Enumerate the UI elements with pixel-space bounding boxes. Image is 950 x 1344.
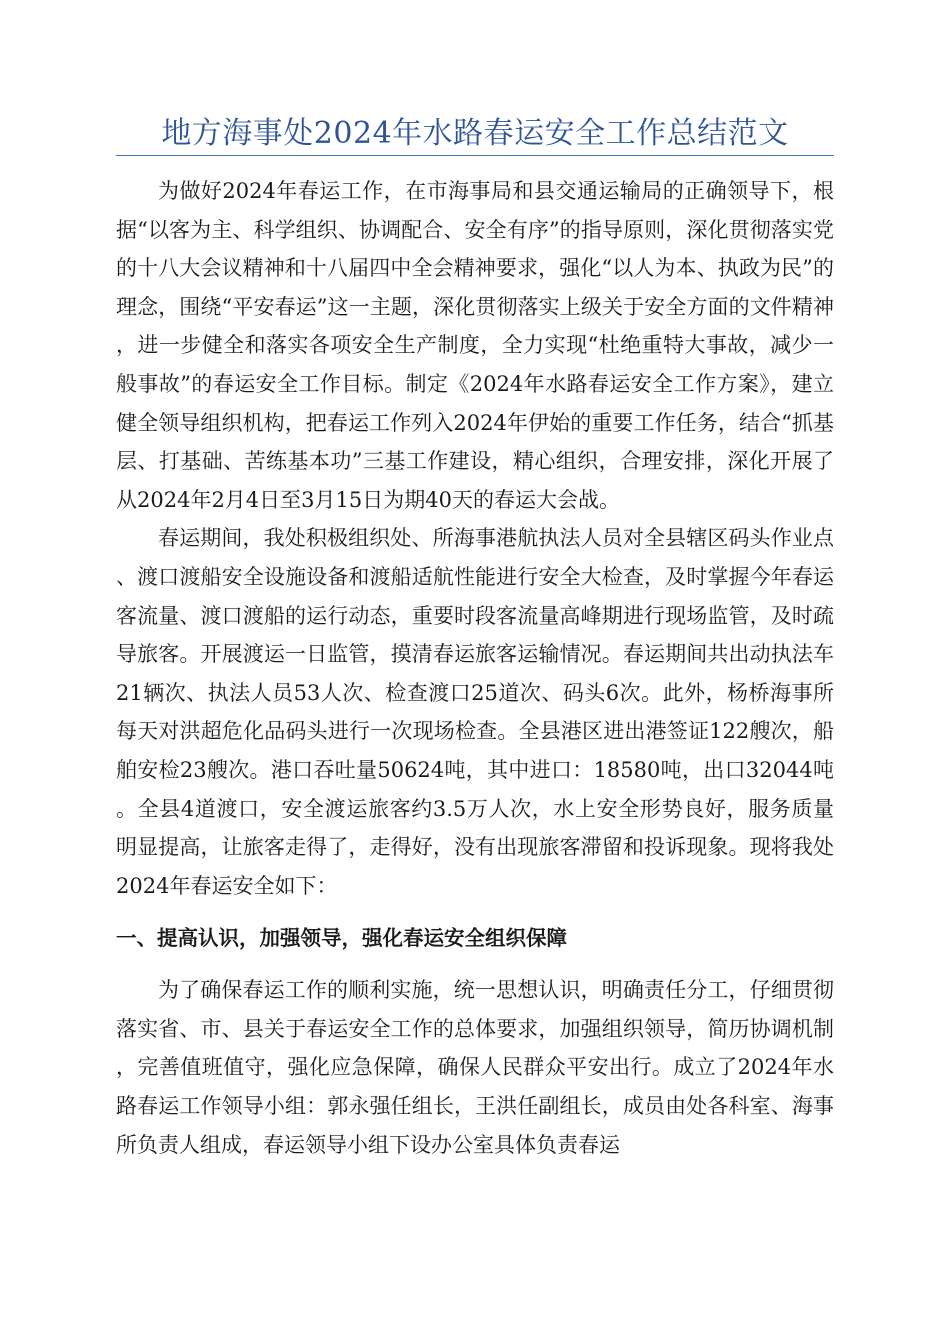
document-body	[116, 172, 834, 1164]
statistics-paragraph: 春运期间，我处积极组织处、所海事港航执法人员对全县辖区码头作业点、渡口渡船安全设施设备和渡船适航性能进行安全大检查，及时掌握今年春运客流量、渡口渡船的运行动态，重要时段客流量高峰期进行现场监管，及时疏导旅客。开展渡运一日监管，摸清春运旅客运输情况。春运期间共出动执法车21辆次、执法人员53人次、检查渡口25道次、码头6次。此外，杨桥海事所每天对洪超危化品码头进行一次现场检查。全县港区进出港签证122艘次，船舶安检23艘次。港口吞吐量50624吨，其中进口：18580吨，出口32044吨。全县4道渡口，安全渡运旅客约3.5万人次，水上安全形势良好，服务质量明显提高，让旅客走得了，走得好，没有出现旅客滞留和投诉现象。现将我处2024年春运安全如下：	[116, 526, 834, 898]
document-title: 地方海事处2024年水路春运安全工作总结范文	[161, 116, 789, 151]
section-heading: 一、提高认识，加强领导，强化春运安全组织保障	[116, 926, 567, 951]
section-paragraph: 为了确保春运工作的顺利实施，统一思想认识，明确责任分工，仔细贯彻落实省、市、县关于春运安全工作的总体要求，加强组织领导，简历协调机制，完善值班值守，强化应急保障，确保人民群众平安出行。成立了2024年水路春运工作领导小组：郭永强任组长，王洪任副组长，成员由处各科室、海事所负责人组成，春运领导小组下设办公室具体负责春运	[116, 978, 834, 1157]
intro-paragraph: 为做好2024年春运工作，在市海事局和县交通运输局的正确领导下，根据“以客为主、科学组织、协调配合、安全有序”的指导原则，深化贯彻落实党的十八大会议精神和十八届四中全会精神要求，强化“以人为本、执政为民”的理念，围绕“平安春运”这一主题，深化贯彻落实上级关于安全方面的文件精神，进一步健全和落实各项安全生产制度，全力实现“杜绝重特大事故，减少一般事故”的春运安全工作目标。制定《2024年水路春运安全工作方案》，建立健全领导组织机构，把春运工作列入2024年伊始的重要工作任务，结合“抓基层、打基础、苦练基本功”三基工作建设，精心组织，合理安排，深化开展了从2024年2月4日至3月15日为期40天的春运大会战。	[116, 179, 834, 512]
title-underline	[116, 155, 834, 156]
